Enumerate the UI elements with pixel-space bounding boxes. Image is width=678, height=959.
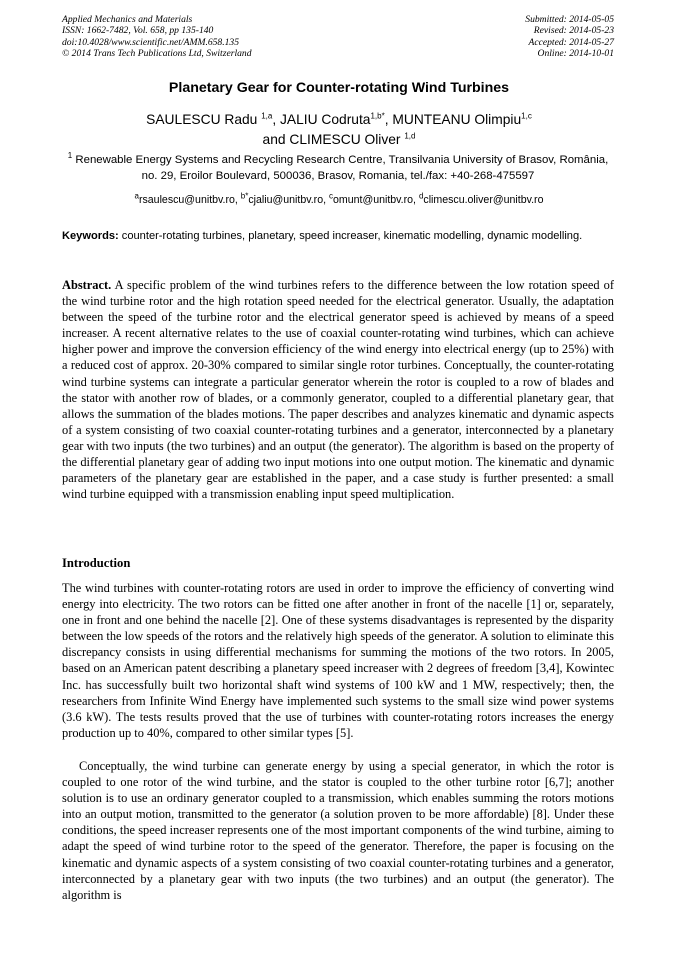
date-revised: Revised: 2014-05-23	[533, 25, 614, 37]
author-name: , MUNTEANU Olimpiu	[384, 112, 522, 127]
email-link[interactable]: omunt@unitbv.ro,	[333, 194, 419, 206]
author-affil-mark: 1,a	[261, 111, 273, 121]
affiliation	[62, 152, 614, 184]
email-mark: b*	[240, 191, 249, 201]
email-mark: c	[329, 191, 333, 201]
affiliation-mark: 1	[67, 151, 73, 161]
email-link[interactable]: cjaliu@unitbv.ro,	[248, 194, 329, 206]
keywords	[62, 229, 614, 245]
introduction-paragraph: The wind turbines with counter-rotating rotors are used in order to improve the efficiency of converting wind energy into electricity. The two rotors can be fitted one after another in front of the nacelle [1] or, separately, one in front and one behind the nacelle [2]. One of these systems disadvantages is represented by the disparity between the low speeds of the rotors and the relatively high speeds of the generator. A solution to eliminate this discrepancy consists in using differential mechanisms for summing the motions of the two rotors. In 2005, based on an American patent describing a planetary speed increaser with 2 degrees of freedom [3,4], Kowintec Inc. has successfully built two horizontal shaft wind systems of 100 kW and 1 MW, respectively; then, the researchers from Infinite Wind Energy have implemented such systems to the small size wind power systems (3.6 kW). The tests results proved that the use of turbines with counter-rotating rotors increases the energy production up to 40%, compared to other similar types [5].	[62, 581, 614, 740]
author-affil-mark: 1,d	[404, 131, 416, 141]
date-accepted: Accepted: 2014-05-27	[528, 36, 614, 48]
author-list	[40, 110, 638, 150]
paper-title: Planetary Gear for Counter-rotating Wind Turbines	[168, 80, 510, 96]
email-link[interactable]: climescu.oliver@unitbv.ro	[423, 194, 544, 206]
abstract-text: A specific problem of the wind turbines refers to the difference between the low rotation speed of the wind turbine rotor and the high rotation speed needed for the electrical generator. Usually, the adaptation between the speed of the turbine rotor and the electrical generator speed is achieved by means of a speed increaser. A recent alternative relates to the use of coaxial counter-rotating wind turbines, which can achieve higher power and improve the conversion efficiency of the wind energy into electrical energy (up to 25%) with a reduced cost of approx. 20-30% compared to similar single rotor turbines. Conceptually, the counter-rotating wind turbine systems can integrate a particular generator wherein the rotor is coupled to a row of blades and the stator with another row of blades, or a commonly generator, coupled to a differential planetary gear, that allows the summation of the blades motions. The paper describes and analyzes kinematic and dynamic aspects of a system consisting of two coaxial counter-rotating turbines and a generator, interconnected by a planetary gear with two inputs (the two turbines) and an output (the generator). The algorithm is based on the property of the differential planetary gear of adding two input motions into one output motion. The kinematic and dynamic parameters of the planetary gear are established in the paper, and a case study is further presented: a small wind turbine equipped with a transmission enabling input speed multiplication.	[62, 278, 614, 502]
introduction-paragraph: Conceptually, the wind turbine can generate energy by using a special generator, in which the rotor is coupled to one rotor of the wind turbine, and the stator is coupled to the other turbine rotor [6,7]; another solution is to use an ordinary generator coupled to a transmission, which enables summing the rotors motions into an output motion, transmitted to the generator (a solution proven to be more affordable) [8]. Under these conditions, the speed increaser represents one of the most important components of the wind turbine, aiming to adapt the speed of wind turbine rotor to the speed of the generator. Therefore, the paper is focusing on the kinematic and dynamic aspects of a system consisting of two coaxial counter-rotating turbines and a generator, interconnected by a planetary gear with two inputs (the two turbines) and an output (the generator). The algorithm is	[62, 759, 614, 902]
author-affil-mark: 1,c	[521, 111, 532, 121]
author-name: and CLIMESCU Oliver	[262, 132, 405, 147]
journal-doi: doi:10.4028/www.scientific.net/AMM.658.135	[62, 36, 240, 48]
journal-issn: ISSN: 1662-7482, Vol. 658, pp 135-140	[62, 25, 214, 37]
author-name: SAULESCU Radu	[146, 112, 262, 127]
email-mark: a	[134, 191, 139, 201]
section-heading-introduction: Introduction	[62, 556, 131, 570]
journal-name: Applied Mechanics and Materials	[62, 14, 193, 25]
author-name: , JALIU Codruta	[272, 112, 371, 127]
email-link[interactable]: rsaulescu@unitbv.ro,	[138, 194, 241, 206]
date-online: Online: 2014-10-01	[537, 48, 614, 60]
abstract-label: Abstract.	[62, 278, 112, 292]
submission-dates	[525, 14, 614, 60]
keywords-label: Keywords:	[62, 230, 119, 242]
keywords-text: counter-rotating turbines, planetary, speed increaser, kinematic modelling, dynamic modelling.	[118, 230, 583, 242]
email-mark: d	[418, 191, 424, 201]
journal-info	[62, 14, 252, 60]
affiliation-text: Renewable Energy Systems and Recycling Research Centre, Transilvania University of Brasov, România, no. 29, Eroilor Boulevard, 500036, Brasov, Romania, tel./fax: +40-268-475597	[72, 154, 609, 182]
date-submitted: Submitted: 2014-05-05	[525, 14, 614, 25]
author-emails	[40, 192, 638, 208]
journal-copyright: © 2014 Trans Tech Publications Ltd, Switzerland	[62, 48, 252, 60]
author-affil-mark: 1,b*	[370, 111, 385, 121]
abstract	[62, 277, 614, 502]
